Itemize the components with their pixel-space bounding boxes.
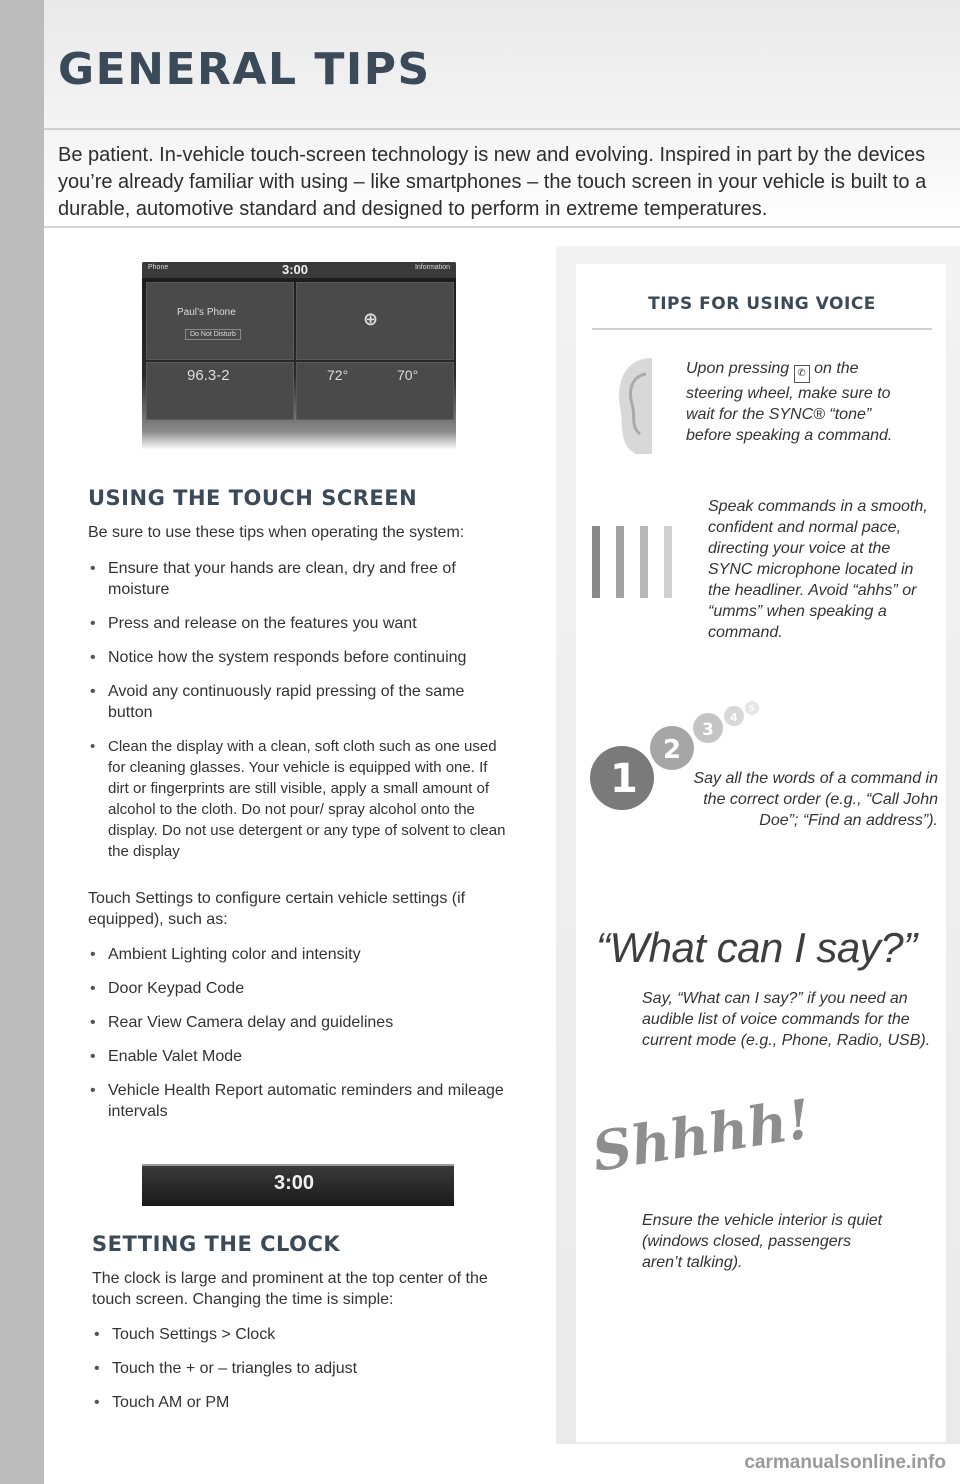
step-number-1: 1 [610,756,638,802]
touch-screen-heading: USING THE TOUCH SCREEN [88,486,418,510]
screen-clock: 3:00 [282,262,309,277]
list-item: • Touch AM or PM [92,1392,492,1413]
screen-temp-left: 72° [327,367,349,383]
touch-screen-photo [142,262,456,450]
screen-radio-station: 96.3-2 [187,367,230,384]
list-item: • Door Keypad Code [88,978,508,999]
voice-tip-word-order: Say all the words of a command in the correct order (e.g., “Call John Doe”; “Find an address”). [693,770,938,829]
watermark: carmanualsonline.info [744,1452,946,1473]
what-can-i-say-heading: “What can I say?” [596,924,917,971]
list-item: • Avoid any continuously rapid pressing of the same button [88,681,508,723]
list-item: • Ensure that your hands are clean, dry and free of moisture [88,558,508,600]
clock-intro: The clock is large and prominent at the top center of the touch screen. Changing the time is simple: [92,1270,488,1308]
settings-list [88,944,508,1135]
voice-heading-divider [592,328,932,330]
title-divider [44,128,960,130]
list-item: • Vehicle Health Report automatic reminders and mileage intervals [88,1080,508,1122]
screen-tab-information: Information [414,264,450,271]
screen-nav-panel [296,282,454,360]
voice-button-icon: ✆ [794,365,810,383]
clock-photo [142,1164,454,1206]
page-title: GENERAL TIPS [58,44,431,95]
sound-level-bars-icon [588,522,688,602]
intro-divider [44,226,960,228]
screen-temp-right: 70° [397,367,419,383]
list-item: • Notice how the system responds before continuing [88,647,508,668]
page-side-bar [0,0,44,1484]
screen-phone-status: Do Not Disturb [185,329,241,340]
touch-screen-intro: Be sure to use these tips when operating the system: [88,524,465,541]
shhh-graphic: Shhhh! [587,1086,816,1184]
clock-heading: SETTING THE CLOCK [92,1232,341,1256]
tip1-rest: on the steering wheel, make sure to wait for the SYNC® “tone” before speaking a command. [686,360,893,444]
screen-climate-panel [296,362,454,420]
settings-intro: Touch Settings to configure certain vehicle settings (if equipped), such as: [88,890,466,928]
step-number-5: 5 [749,704,755,713]
step-number-4: 4 [730,711,738,724]
clock-photo-time: 3:00 [274,1172,315,1194]
screen-top-bar [142,262,456,278]
list-item: • Press and release on the features you want [88,613,508,634]
intro-paragraph: Be patient. In-vehicle touch-screen technology is new and evolving. Inspired in part by the devices you’re already familiar with using – like smartphones – the touch screen in your vehicle is built to a durable, automotive standard and designed to perform in extreme temperatures. [58,144,927,220]
tip1-lead: Upon pressing [686,360,790,377]
clock-steps-list [92,1324,492,1426]
voice-tip-wait-tone [686,358,916,446]
list-item: • Rear View Camera delay and guidelines [88,1012,508,1033]
step-number-3: 3 [702,720,714,740]
list-item: • Enable Valet Mode [88,1046,508,1067]
ear-icon [614,354,654,458]
screen-phone-name: Paul’s Phone [177,307,236,318]
voice-tips-heading: TIPS FOR USING VOICE [648,294,876,314]
screen-tab-phone: Phone [148,264,169,271]
compass-icon: ⊕ [363,309,379,329]
screen-radio-panel [146,362,294,420]
list-item: • Clean the display with a clean, soft cloth such as one used for cleaning glasses. Your vehicle is equipped with one. If dirt or fingerprints are still visible, apply a small amount of alcohol to the cloth. Do not pour/ spray alcohol onto the display. Do not use detergent or any type of solvent to clean the display [88,736,508,862]
voice-tip-what-can-i-say: Say, “What can I say?” if you need an audible list of voice commands for the current mode (e.g., Phone, Radio, USB). [642,990,931,1049]
voice-tip-smooth-pace: Speak commands in a smooth, confident and normal pace, directing your voice at the SYNC microphone located in the headliner. Avoid “ahhs” or “umms” when speaking a command. [708,498,928,641]
list-item: • Ambient Lighting color and intensity [88,944,508,965]
list-item: • Touch the + or – triangles to adjust [92,1358,492,1379]
step-number-2: 2 [663,735,682,765]
screen-phone-panel [146,282,294,360]
touch-screen-tips-list [88,558,508,875]
voice-tip-quiet-interior: Ensure the vehicle interior is quiet (windows closed, passengers aren’t talking). [642,1212,883,1271]
list-item: • Touch Settings > Clock [92,1324,492,1345]
